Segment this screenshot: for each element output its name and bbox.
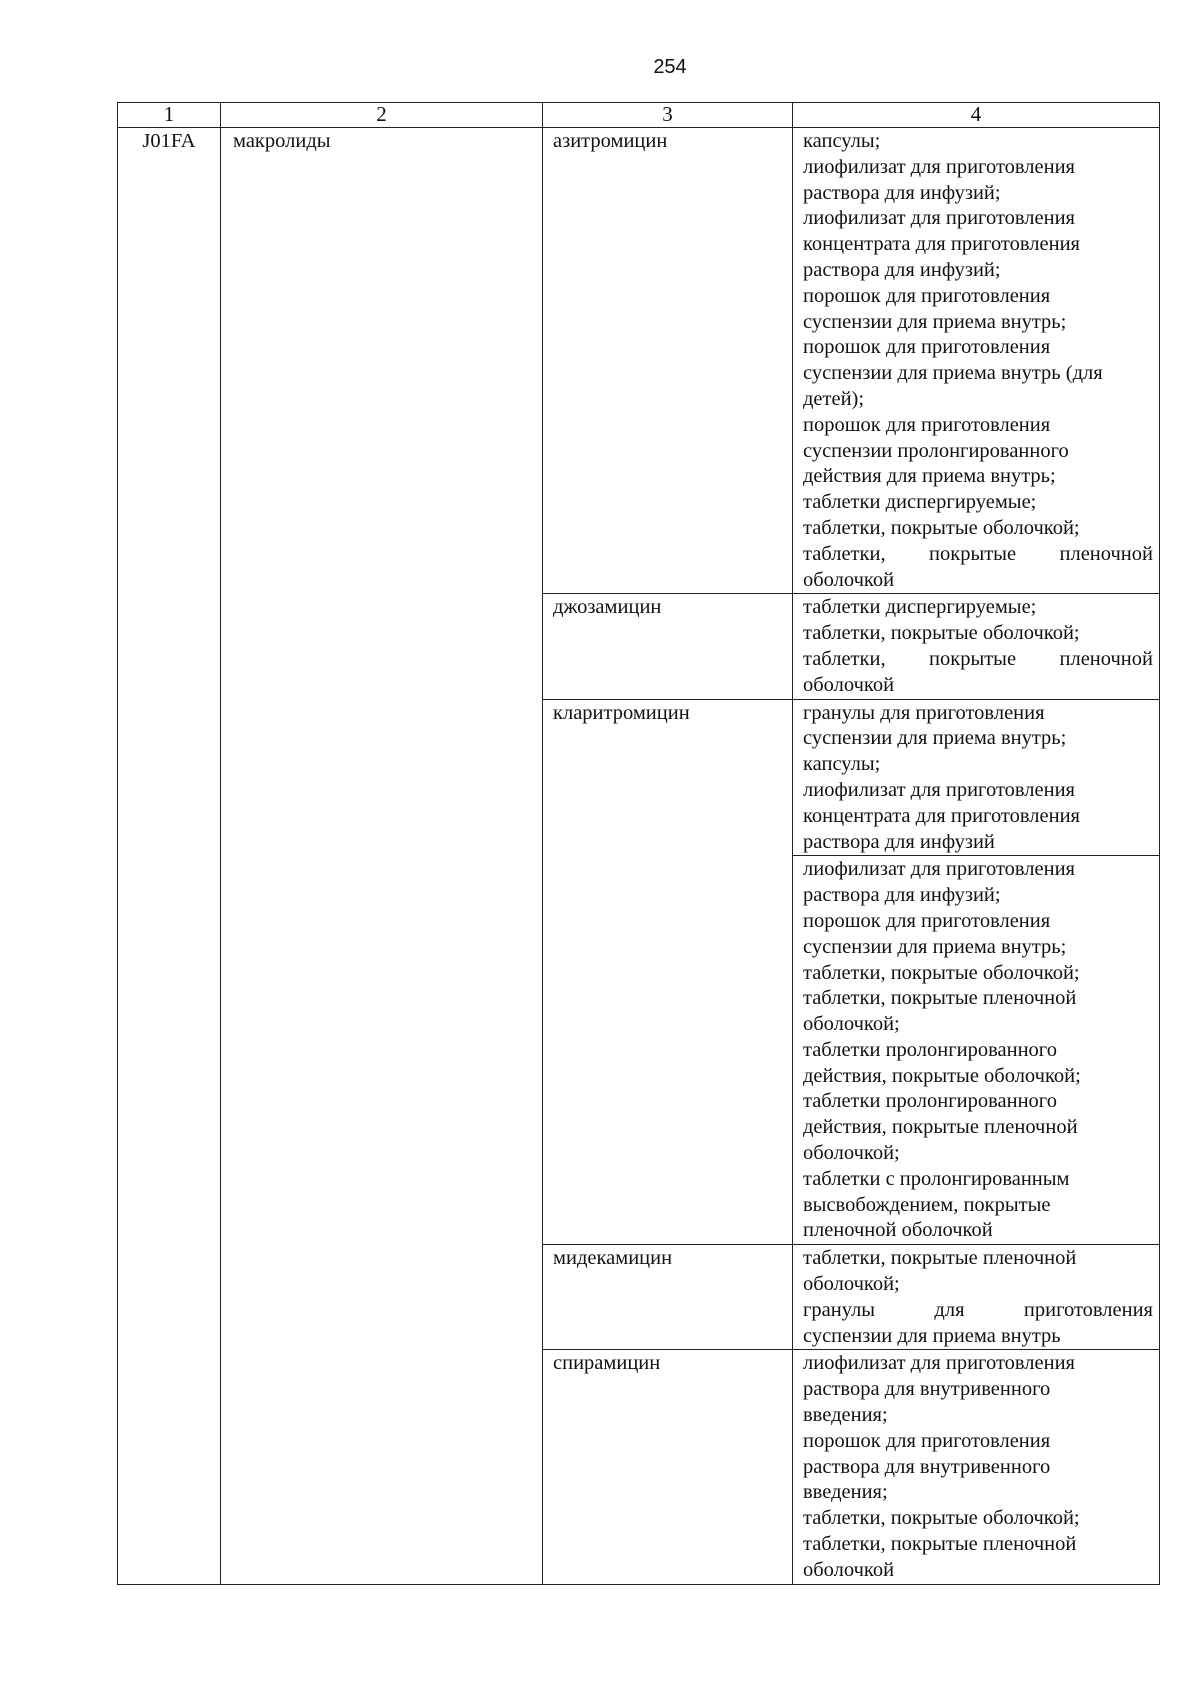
dosage-form-line: оболочкой; xyxy=(803,1013,900,1036)
dosage-form-line: суспензии пролонгированного xyxy=(803,439,1069,462)
page-number: 254 xyxy=(653,56,687,78)
header-col-2: 2 xyxy=(221,103,543,128)
dosage-form-line: пленочной оболочкой xyxy=(803,1219,993,1242)
dosage-form-line: оболочкой xyxy=(803,568,895,591)
dosage-form-line: раствора для инфузий; xyxy=(803,258,1001,281)
dosage-form-line: высвобождением, покрытые xyxy=(803,1193,1051,1216)
dosage-form-line: лиофилизат для приготовления xyxy=(803,858,1075,881)
dosage-form-line: введения; xyxy=(803,1481,888,1504)
dosage-form-line: суспензии для приема внутрь; xyxy=(803,727,1067,750)
header-row xyxy=(118,103,1160,128)
dosage-form-line: таблетки, покрытые оболочкой; xyxy=(803,961,1080,984)
dosage-form-line: лиофилизат для приготовления xyxy=(803,778,1075,801)
dosage-forms-cell xyxy=(793,1245,1160,1350)
dosage-form-line: детей); xyxy=(803,387,865,410)
dosage-form-line: таблетки, покрытые оболочкой; xyxy=(803,516,1080,539)
dosage-form-line: таблетки, покрытые оболочкой; xyxy=(803,1507,1080,1530)
dosage-form-line: лиофилизат для приготовления xyxy=(803,155,1075,178)
dosage-form-line: таблетки пролонгированного xyxy=(803,1038,1057,1061)
dosage-form-line: оболочкой xyxy=(803,1558,895,1581)
dosage-form-line: таблетки, покрытые пленочной xyxy=(803,1533,1077,1556)
dosage-form-line: раствора для инфузий; xyxy=(803,181,1001,204)
dosage-form-line: раствора для внутривенного xyxy=(803,1455,1051,1478)
drug-name-cell: спирамицин xyxy=(543,1350,793,1584)
dosage-form-line: лиофилизат для приготовления xyxy=(803,207,1075,230)
dosage-form-line: действия, покрытые оболочкой; xyxy=(803,1064,1081,1087)
drug-name-cell: азитромицин xyxy=(543,128,793,594)
drug-name-cell: кларитромицин xyxy=(543,699,793,1245)
dosage-form-line: оболочкой; xyxy=(803,1273,900,1296)
dosage-form-line: порошок для приготовления xyxy=(803,336,1051,359)
drug-name-cell: мидекамицин xyxy=(543,1245,793,1350)
dosage-form-line: действия, покрытые пленочной xyxy=(803,1116,1078,1139)
dosage-form-line: концентрата для приготовления xyxy=(803,804,1080,827)
dosage-form-line: таблетки, покрытые пленочной xyxy=(803,987,1077,1010)
dosage-form-line: таблетки, покрытые пленочной xyxy=(803,542,1153,565)
dosage-forms-cell xyxy=(793,594,1160,699)
atc-code-cell: J01FA xyxy=(118,128,221,1585)
dosage-form-line: порошок для приготовления xyxy=(803,909,1051,932)
dosage-form-line: раствора для внутривенного xyxy=(803,1378,1051,1401)
header-col-1: 1 xyxy=(118,103,221,128)
dosage-form-line: гранулы для приготовления xyxy=(803,1298,1153,1321)
dosage-form-line: капсулы; xyxy=(803,753,881,776)
dosage-form-line: суспензии для приема внутрь; xyxy=(803,310,1067,333)
dosage-forms-cell xyxy=(793,1350,1160,1584)
header-col-4: 4 xyxy=(793,103,1160,128)
dosage-form-line: порошок для приготовления xyxy=(803,1429,1051,1452)
drug-name-cell: джозамицин xyxy=(543,594,793,699)
dosage-form-line: гранулы для приготовления xyxy=(803,701,1045,724)
dosage-form-line: лиофилизат для приготовления xyxy=(803,1352,1075,1375)
dosage-form-line: введения; xyxy=(803,1404,888,1427)
dosage-form-line: суспензии для приема внутрь xyxy=(803,1324,1061,1347)
dosage-forms-cell xyxy=(793,128,1160,594)
dosage-form-line: капсулы; xyxy=(803,130,881,152)
group-name-cell: макролиды xyxy=(221,128,543,1585)
dosage-form-line: оболочкой; xyxy=(803,1142,900,1165)
dosage-forms-cell xyxy=(793,699,1160,856)
header-col-3: 3 xyxy=(543,103,793,128)
drug-table xyxy=(117,102,1160,1585)
dosage-form-line: таблетки диспергируемые; xyxy=(803,491,1037,514)
dosage-form-line: таблетки, покрытые пленочной xyxy=(803,1247,1077,1270)
dosage-form-line: таблетки пролонгированного xyxy=(803,1090,1057,1113)
dosage-form-line: раствора для инфузий; xyxy=(803,884,1001,907)
table-body xyxy=(118,128,1160,1585)
dosage-forms-cell xyxy=(793,856,1160,1245)
dosage-form-line: таблетки, покрытые пленочной xyxy=(803,647,1153,670)
dosage-form-line: таблетки диспергируемые; xyxy=(803,596,1037,619)
dosage-form-line: порошок для приготовления xyxy=(803,413,1051,436)
dosage-form-line: концентрата для приготовления xyxy=(803,233,1080,256)
dosage-form-line: оболочкой xyxy=(803,673,895,696)
dosage-form-line: суспензии для приема внутрь (для xyxy=(803,362,1103,385)
dosage-form-line: таблетки с пролонгированным xyxy=(803,1167,1070,1190)
dosage-form-line: суспензии для приема внутрь; xyxy=(803,935,1067,958)
dosage-form-line: порошок для приготовления xyxy=(803,284,1051,307)
table-row xyxy=(118,128,1160,594)
dosage-form-line: таблетки, покрытые оболочкой; xyxy=(803,622,1080,645)
table-header xyxy=(118,103,1160,128)
dosage-form-line: раствора для инфузий xyxy=(803,830,995,853)
dosage-form-line: действия для приема внутрь; xyxy=(803,465,1056,488)
